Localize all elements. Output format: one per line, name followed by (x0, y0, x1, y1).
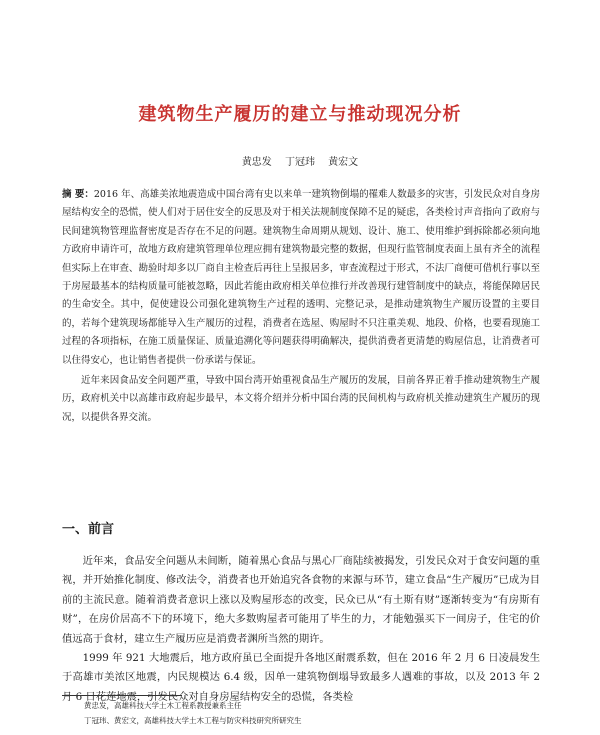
footnote-author-2: 丁冠玮、黄宏文，高雄科技大学土木工程与防灾科技研究所研究生 (84, 716, 302, 725)
footnote-author-1: 黄忠发，高雄科技大学土木工程系教授兼系主任 (84, 701, 242, 710)
abstract-label: 摘 要： (62, 189, 94, 200)
abstract-text-1: 2016 年、高雄美浓地震造成中国台湾有史以来单一建筑物倒塌的罹难人数最多的灾害，引发民众对自身房屋结构安全的恐慌，使人们对于居住安全的反思及对于相关法规制度保障不足的疑虑，各类检讨声音指向了政府与民间建筑物管理监督密度是否存在不足的问题。建筑物生命周期从规划、设计、施工、使用维护到拆除都必须向地方政府申请许可，故地方政府建筑管理单位理应拥有建筑物最完整的数据，但现行监管制度表面上虽有齐全的流程但实际上在审查、勘验时却多以厂商自主检查后再往上呈报居多，审查流程过于形式，不法厂商便可借机行事以至于房屋最基本的结构质量可能被忽略，因此若能由政府相关单位推行并改善现行建管制度中的缺点，将能保障居民的生命安全。其中，促使建设公司强化建筑物生产过程的透明、完整记录，是推动建筑物生产履历设置的主要目的，若每个建筑现场都能导入生产履历的过程，消费者在选屋、购屋时不只注重美观、地段、价格，也要看现施工过程的各项指标，在施工质量保证、质量追溯化等问题获得明确解决，提供消费者更清楚的购屋信息，让消费者可以住得安心，也让销售者提供一份承诺与保证。 (62, 189, 540, 366)
abstract (62, 186, 540, 427)
body-paragraph-1: 近年来，食品安全问题从未间断，随着黑心食品与黑心厂商陆续被揭发，引发民众对于食安问题的重视，并开始推化制度、修改法令，消费者也开始追究各食物的来源与环节，建立食品“生产履历”已成为目前的主流民意。随着消费者意识上涨以及购屋形态的改变，民众已从“有土斯有财”逐渐转变为“有房斯有财”，在房价居高不下的环境下，绝大多数购屋者可能用了毕生的力，才能勉强买下一间房子，住宅的价值远高于食材，建立生产履历应是消费者渊所当然的期许。 (62, 555, 540, 645)
paper-title: 建筑物生产履历的建立与推动现况分析 (138, 104, 462, 125)
footnote-divider (62, 695, 182, 696)
footnotes (84, 698, 540, 728)
abstract-paragraph-2: 近年来因食品安全问题严重，导致中国台湾开始重视食品生产履历的发展，目前各界正着手推动建筑物生产履历，政府机关中以高雄市政府起步最早，本文将介绍并分析中国台湾的民间机构与政府机关推动建筑生产履历的现况，以提供各界交流。 (62, 375, 540, 423)
section-heading-introduction: 一、前言 (62, 522, 115, 537)
body-paragraph-2: 1999 年 921 大地震后，地方政府虽已全面提升各地区耐震系数，但在 2016 年 2 月 6 日凌晨发生于高雄市美浓区地震，内民规模达 6.4 级，因单一建筑物倒塌导致最多人遇难的事故，以及 2013 年 2 月 6 日花莲地震，引发民众对自身房屋结构安全的恐慌，各类检 (62, 652, 540, 703)
body-text (62, 552, 540, 707)
abstract-paragraph-1 (62, 186, 540, 370)
author-line: 黄忠发 丁冠玮 黄宏文 (241, 157, 359, 168)
